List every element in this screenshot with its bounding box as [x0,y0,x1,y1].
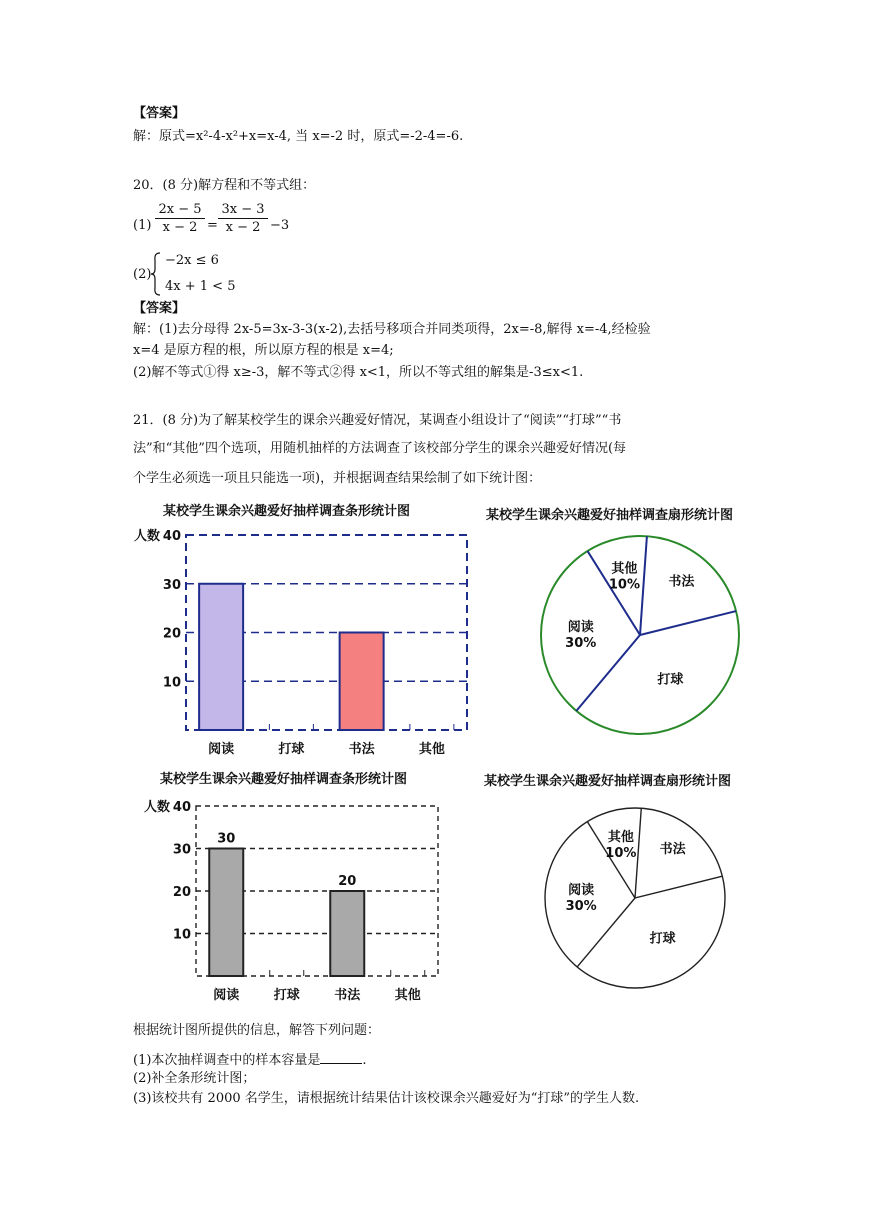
y-tick-label: 10 [162,675,181,691]
slice-percent: 30% [565,635,597,651]
x-tick-label: 打球 [278,742,305,757]
q21-sub1-end: . [362,1053,367,1068]
bar-阅读 [199,584,243,730]
bar-阅读 [209,849,243,977]
slice-label-打球: 打球 [649,931,676,947]
colored-bar-chart [120,520,480,770]
q21-sub1 [133,1051,367,1070]
q20-left-fraction [155,201,205,236]
gray-pie-chart [525,795,750,1000]
y-axis-label: 人数 [134,529,161,544]
slice-label-其他: 其他 [607,830,634,846]
q20-part1-tail: −3 [270,218,290,233]
inequality-1: −2x ≤ 6 [165,253,219,268]
y-axis-label: 人数 [144,800,171,815]
q20-part2-label: (2) [133,267,152,282]
q21-line3: 个学生必须选一项且只能选一项)，并根据调查结果绘制了如下统计图： [133,471,542,486]
q21-sub1-text: (1)本次抽样调查中的样本容量是 [133,1053,321,1068]
answer-text: 解：原式=x²-4-x²+x=x-4, 当 x=-2 时，原式=-2-4=-6. [133,129,464,144]
q21-sub2: (2)补全条形统计图； [133,1071,256,1086]
y-tick-label: 30 [172,842,191,858]
gray-bar-chart [120,790,460,1015]
slice-label-打球: 打球 [657,672,684,688]
data-label: 20 [338,874,357,889]
chart4-title: 某校学生课余兴趣爱好抽样调查扇形统计图 [484,774,732,789]
q21-line1: 21．(8 分)为了解某校学生的课余兴趣爱好情况，某调查小组设计了“阅读”“打球”“书 [133,413,622,428]
slice-label-其他: 其他 [611,561,638,577]
y-tick-label: 40 [162,529,181,544]
q20-answer-heading: 【答案】 [133,301,186,316]
left-denominator: x − 2 [162,220,198,235]
y-tick-label: 10 [172,927,191,943]
right-numerator: 3x − 3 [218,201,268,219]
inequality-2: 4x + 1 < 5 [165,279,236,294]
slice-percent: 10% [605,846,637,862]
slice-label-书法: 书法 [668,574,695,590]
equals-sign: = [207,218,218,233]
q20-answer-line1: 解：(1)去分母得 2x-5=3x-3-3(x-2),去括号移项合并同类项得，2x=-8,解得 x=-4,经检验 [133,322,651,337]
colored-pie-chart [520,522,760,752]
chart2-title: 某校学生课余兴趣爱好抽样调查扇形统计图 [486,508,734,523]
y-tick-label: 20 [162,626,181,642]
x-tick-label: 打球 [273,988,300,1003]
brace-icon [150,252,162,296]
q21-after: 根据统计图所提供的信息，解答下列问题： [133,1023,381,1038]
chart1-title: 某校学生课余兴趣爱好抽样调查条形统计图 [163,504,411,519]
chart3-title: 某校学生课余兴趣爱好抽样调查条形统计图 [160,772,408,787]
slice-percent: 30% [565,899,597,915]
q20-answer-line3: (2)解不等式①得 x≥-3，解不等式②得 x<1，所以不等式组的解集是-3≤x<1. [133,365,584,380]
q20-answer-line2: x=4 是原方程的根，所以原方程的根是 x=4; [133,343,394,358]
slice-label-书法: 书法 [659,842,686,858]
slice-percent: 10% [608,577,640,593]
answer-heading: 【答案】 [133,106,186,121]
bar-书法 [340,633,384,731]
q21-sub3: (3)该校共有 2000 名学生，请根据统计结果估计该校课余兴趣爱好为“打球”的学生人数. [133,1091,640,1106]
left-numerator: 2x − 5 [155,201,205,219]
y-tick-label: 20 [172,885,191,900]
x-tick-label: 阅读 [208,742,235,757]
q20-right-fraction [218,201,268,236]
bar-书法 [330,891,364,976]
slice-label-阅读: 阅读 [568,883,595,899]
slice-label-阅读: 阅读 [567,619,594,635]
q20-part1-label: (1) [133,218,152,233]
answer-blank[interactable] [320,1051,362,1064]
x-tick-label: 书法 [348,742,375,757]
x-tick-label: 其他 [394,988,421,1003]
y-tick-label: 30 [162,577,181,593]
x-tick-label: 阅读 [213,988,240,1003]
data-label: 30 [217,831,236,847]
q20-title: 20．(8 分)解方程和不等式组： [133,178,316,193]
y-tick-label: 40 [172,800,191,815]
right-denominator: x − 2 [225,220,261,235]
x-tick-label: 书法 [334,988,361,1003]
x-tick-label: 其他 [418,742,445,757]
q21-line2: 法”和“其他”四个选项，用随机抽样的方法调查了该校部分学生的课余兴趣爱好情况(每 [133,441,627,456]
